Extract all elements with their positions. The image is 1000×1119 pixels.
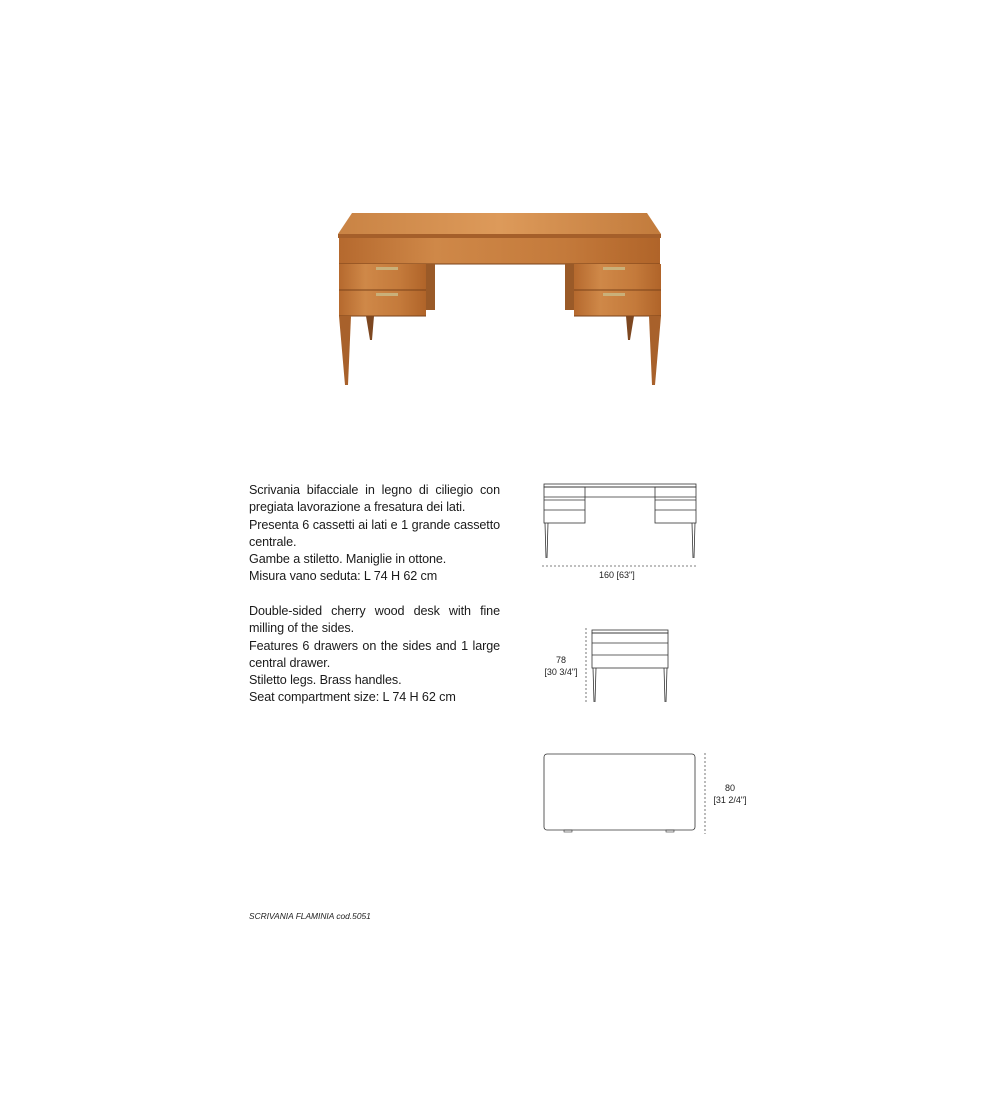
description-line: Stiletto legs. Brass handles.	[249, 673, 402, 688]
height-in: [30 3/4"]	[544, 667, 578, 677]
description-line: Misura vano seduta: L 74 H 62 cm	[249, 569, 438, 584]
description-line: Gambe a stiletto. Maniglie in ottone.	[249, 552, 447, 567]
desk-top-edge	[338, 234, 661, 238]
desk-photo	[330, 205, 670, 390]
height-cm: 78	[555, 655, 566, 665]
description-english	[249, 603, 500, 707]
height-dimension-label	[542, 654, 580, 678]
leg-back-left	[366, 316, 374, 340]
description-line: Presenta 6 cassetti ai lati e 1 grande cassetto centrale.	[249, 517, 500, 549]
leg-front-left	[339, 316, 351, 385]
description-italian	[249, 482, 500, 586]
description-line: Features 6 drawers on the sides and 1 large central drawer.	[249, 638, 500, 670]
depth-cm: 80	[724, 783, 735, 793]
description-line: Scrivania bifacciale in legno di ciliegio con pregiata lavorazione a fresatura dei lati.	[249, 483, 500, 515]
brass-handle	[603, 267, 625, 270]
leg-front-right	[649, 316, 661, 385]
depth-dimension-label	[711, 782, 749, 806]
width-dimension-label: 160 [63"]	[599, 570, 635, 580]
central-drawer	[339, 238, 660, 264]
brass-handle	[376, 267, 398, 270]
product-code-label: SCRIVANIA FLAMINIA cod.5051	[249, 911, 371, 921]
top-view-drawing	[540, 750, 710, 838]
brass-handle	[376, 293, 398, 296]
description-line: Double-sided cherry wood desk with fine milling of the sides.	[249, 604, 500, 636]
leg-back-right	[626, 316, 634, 340]
front-view-drawing	[538, 480, 703, 572]
desk-top	[338, 213, 661, 234]
brass-handle	[603, 293, 625, 296]
side-view-drawing	[580, 625, 675, 707]
depth-in: [31 2/4"]	[713, 795, 747, 805]
description-line: Seat compartment size: L 74 H 62 cm	[249, 690, 456, 705]
